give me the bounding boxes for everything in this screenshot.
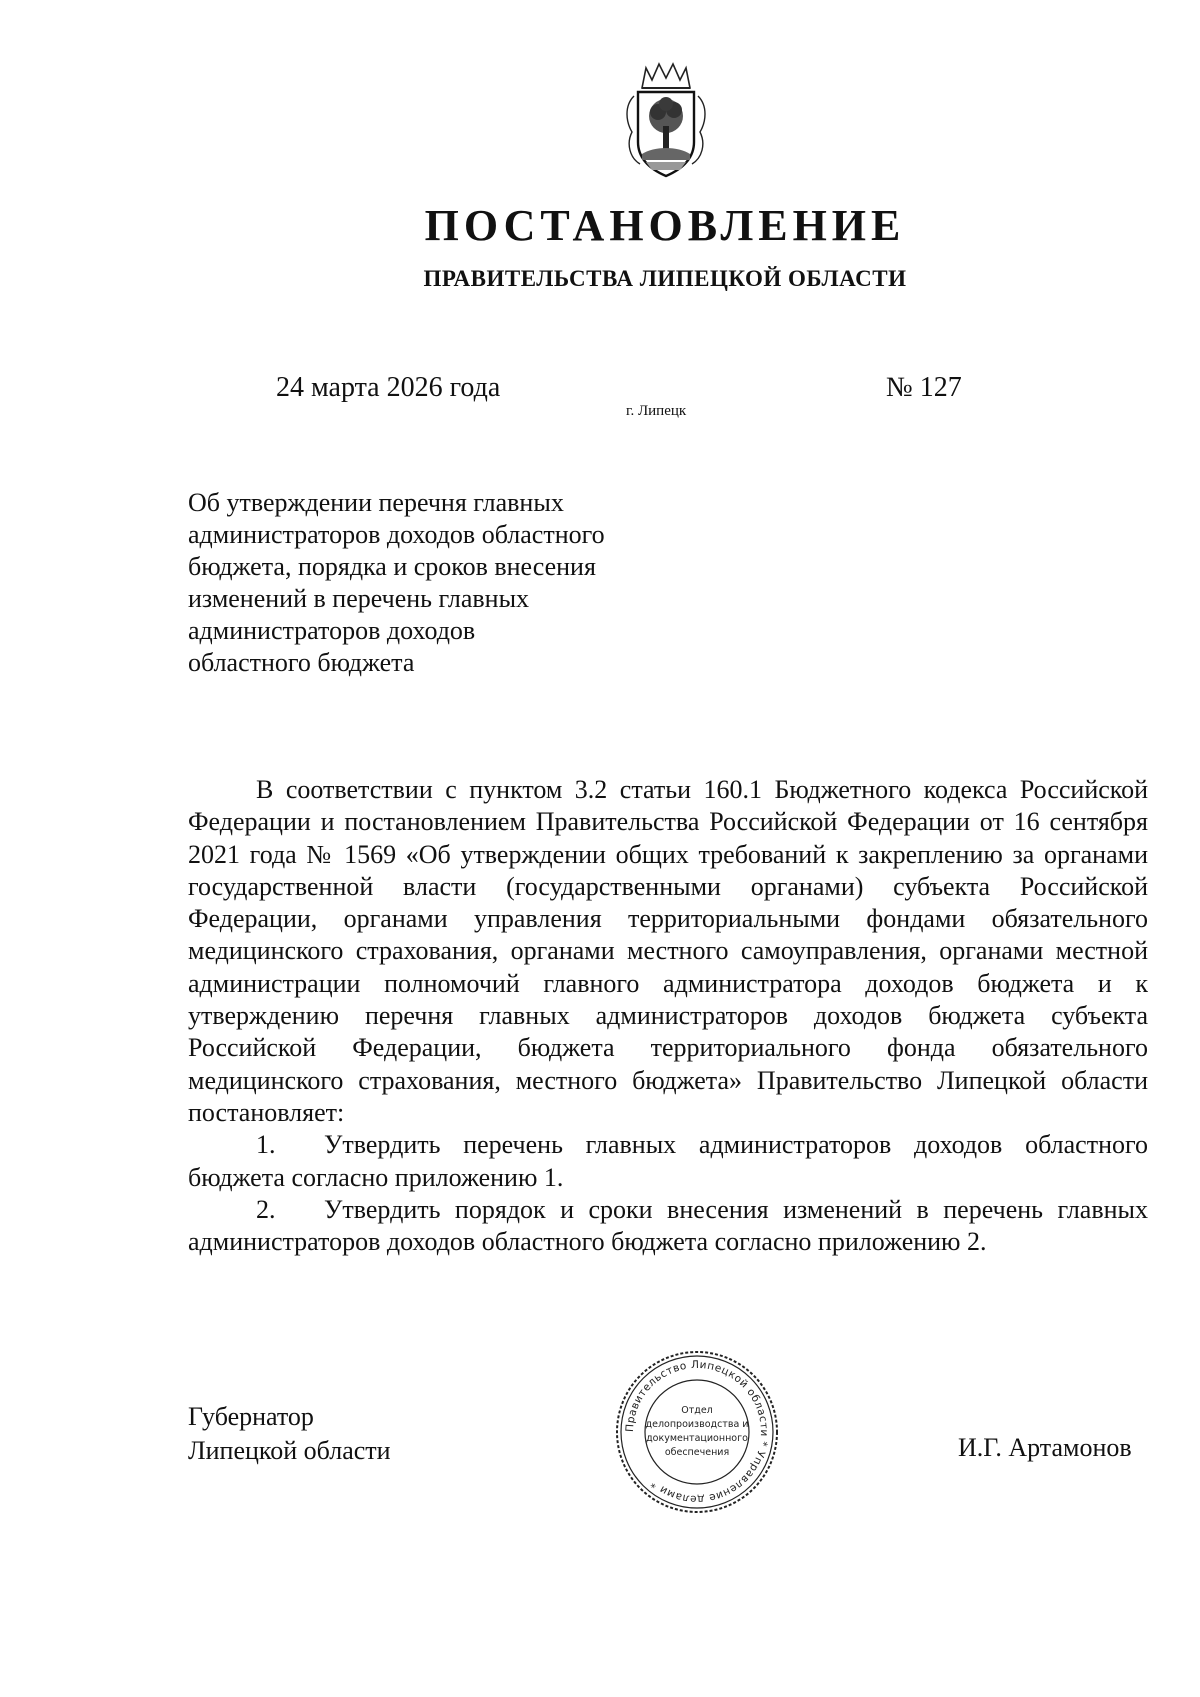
signatory-position xyxy=(188,1400,391,1468)
list-item xyxy=(188,1129,1148,1194)
position-line: Губернатор xyxy=(188,1402,314,1431)
document-city: г. Липецк xyxy=(626,403,687,419)
document-body xyxy=(188,774,1148,1258)
heading-line: изменений в перечень главных xyxy=(188,584,530,613)
document-heading xyxy=(188,487,605,679)
seal-outer-text: Правительство Липецкой области * Управление делами * xyxy=(623,1358,771,1506)
preamble-paragraph: В соответствии с пунктом 3.2 статьи 160.1 Бюджетного кодекса Российской Федерации и постановлением Правительства Российской Федерации от 16 сентября 2021 года № 1569 «Об утверждении общих требований к закреплению за органами государственной власти (государственными органами) субъекта Российской Федерации, органами управления территориальными фондами обязательного медицинского страхования, органами местного самоуправления, органами местной администрации полномочий главного администратора доходов бюджета и к утверждению перечня главных администраторов доходов бюджета субъекта Российской Федерации, бюджета территориального фонда обязательного медицинского страхования, местного бюджета» Правительство Липецкой области постановляет: xyxy=(188,775,1148,1127)
seal-inner-line: обеспечения xyxy=(664,1447,730,1458)
official-seal-stamp xyxy=(614,1349,780,1515)
coat-of-arms-icon xyxy=(620,62,712,182)
heading-line: Об утверждении перечня главных xyxy=(188,488,564,517)
document-title: ПОСТАНОВЛЕНИЕ xyxy=(424,201,906,250)
document-date: 24 марта 2026 года xyxy=(276,372,501,403)
position-line: Липецкой области xyxy=(188,1436,391,1465)
heading-line: администраторов доходов xyxy=(188,616,476,645)
signatory-name: И.Г. Артамонов xyxy=(958,1433,1132,1462)
seal-inner-line: документационного xyxy=(646,1433,748,1444)
list-item xyxy=(188,1194,1148,1259)
item-number: 1. xyxy=(256,1130,276,1160)
item-text: Утвердить перечень главных администраторов доходов областного бюджета согласно приложению 1. xyxy=(188,1130,1148,1192)
heading-line: бюджета, порядка и сроков внесения xyxy=(188,552,596,581)
document-subtitle: ПРАВИТЕЛЬСТВА ЛИПЕЦКОЙ ОБЛАСТИ xyxy=(423,266,907,291)
item-number: 2. xyxy=(256,1194,276,1224)
svg-text:Правительство Липецкой области xyxy=(624,1359,770,1505)
document-number: № 127 xyxy=(886,372,962,403)
heading-line: областного бюджета xyxy=(188,648,415,677)
item-text: Утвердить порядок и сроки внесения изменений в перечень главных администраторов доходов областного бюджета согласно приложению 2. xyxy=(188,1194,1148,1257)
seal-inner-line: Отдел xyxy=(681,1405,713,1416)
seal-inner-line: делопроизводства и xyxy=(645,1419,749,1430)
heading-line: администраторов доходов областного xyxy=(188,520,605,549)
